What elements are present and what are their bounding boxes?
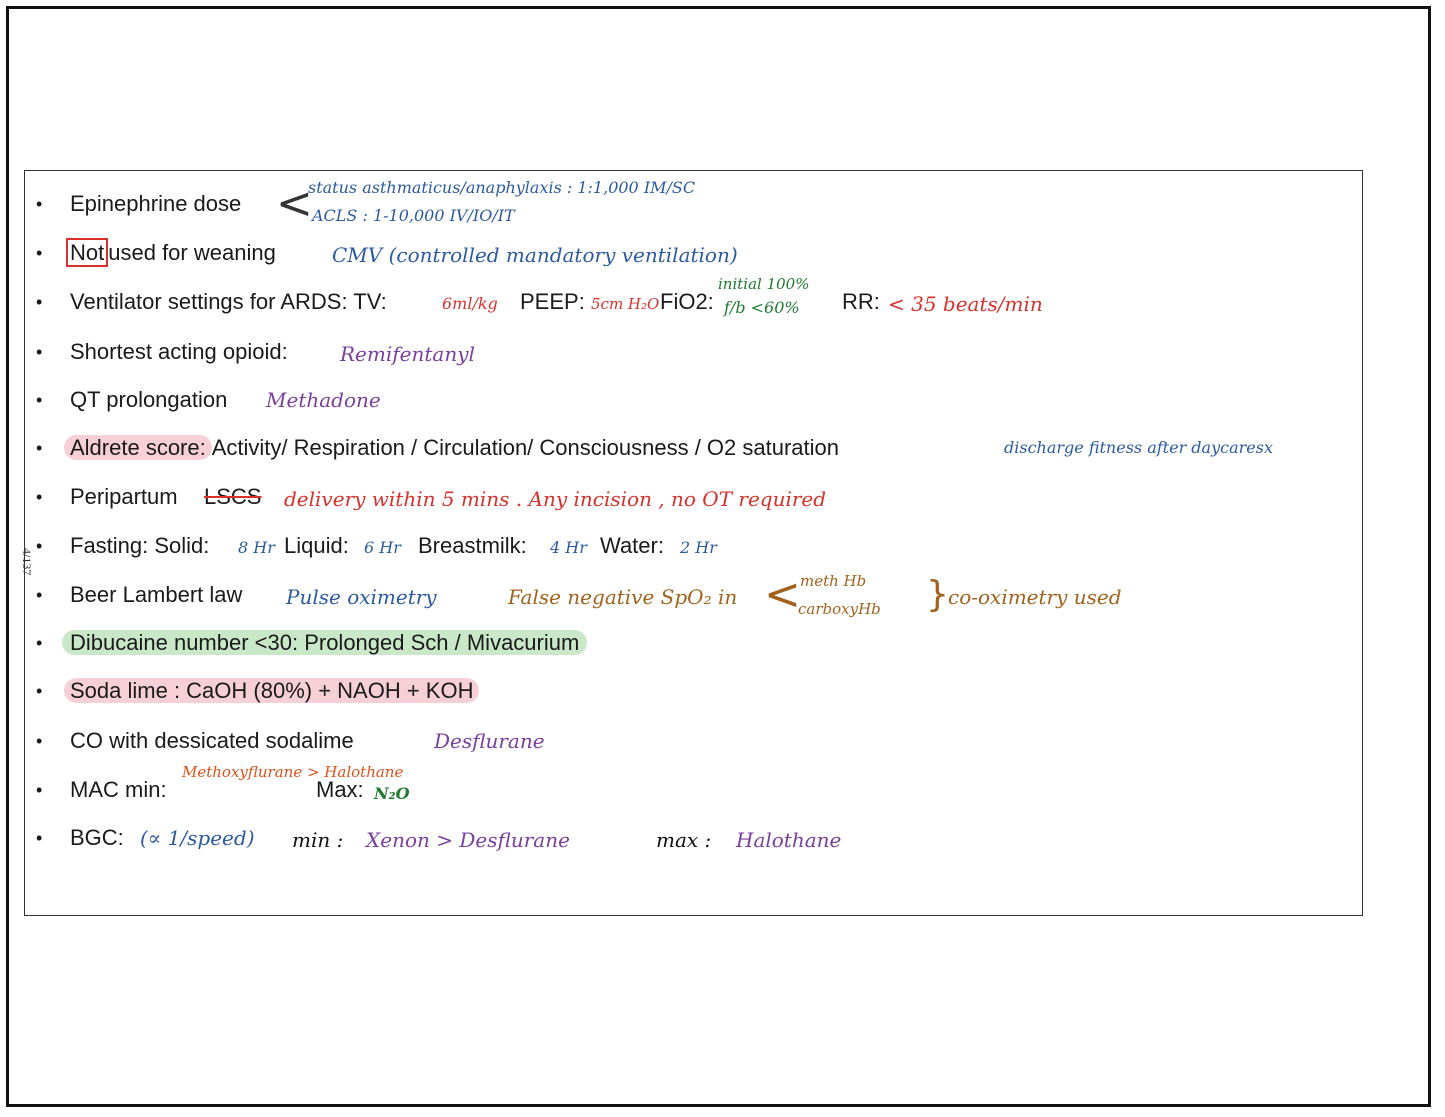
list-item-peripartum (36, 477, 1366, 517)
handwritten-note: 8 Hr (238, 538, 275, 557)
max-label: Max: (316, 777, 364, 802)
breastmilk-label: Breastmilk: (418, 533, 527, 558)
handwritten-note: status asthmaticus/anaphylaxis : 1:1,000 IM/SC (308, 178, 696, 197)
handwritten-note: Remifentanyl (340, 342, 475, 366)
handwritten-note: CMV (controlled mandatory ventilation) (332, 243, 738, 267)
struck-word: LSCS (204, 484, 262, 509)
handwritten-note: < 35 beats/min (888, 292, 1043, 316)
list-item-mac (36, 763, 1366, 810)
list-item-aldrete (36, 428, 1366, 468)
list-item-soda-lime (36, 671, 1366, 711)
bracket-icon: < (764, 569, 801, 620)
item-text (70, 428, 839, 468)
item-label: BGC: (70, 825, 124, 850)
list-item-ventilator (36, 275, 1366, 322)
bullet: • (36, 828, 43, 848)
bullet: • (36, 390, 43, 410)
handwritten-note: N₂O (374, 784, 410, 803)
handwritten-note: 6 Hr (364, 538, 401, 557)
handwritten-note: meth Hb (800, 572, 867, 590)
bullet: • (36, 438, 43, 458)
handwritten-note: delivery within 5 mins . Any incision , no OT required (284, 487, 827, 511)
peep-label: PEEP: (520, 289, 585, 314)
handwritten-note: False negative SpO₂ in (508, 585, 738, 609)
bracket-icon: } (926, 574, 949, 615)
handwritten-note: carboxyHb (798, 600, 881, 618)
boxed-word: Not (66, 238, 108, 267)
list-item-opioid (36, 332, 1366, 372)
handwritten-note: 5cm H₂O (591, 295, 660, 313)
handwritten-note: 4 Hr (550, 538, 587, 557)
item-label: Activity/ Respiration / Circulation/ Consciousness / O2 saturation (211, 435, 840, 460)
bullet: • (36, 292, 43, 312)
list-item-qt (36, 380, 1366, 420)
handwritten-note: discharge fitness after daycaresx (1004, 438, 1273, 457)
handwritten-note: Pulse oximetry (286, 585, 437, 609)
handwritten-note: (∝ 1/speed) (140, 826, 255, 850)
fio2-label: FiO2: (660, 289, 714, 314)
item-text (70, 623, 587, 663)
handwritten-note: min : (292, 828, 344, 852)
liquid-label: Liquid: (284, 533, 349, 558)
handwritten-note: Xenon > Desflurane (366, 828, 570, 852)
list-item-epinephrine (36, 178, 1366, 229)
list-item-dibucaine (36, 623, 1366, 663)
highlighted-term: Aldrete score: (64, 435, 212, 460)
handwritten-note: 2 Hr (680, 538, 717, 557)
bullet: • (36, 536, 43, 556)
bullet: • (36, 243, 43, 263)
list-item-weaning (36, 233, 1366, 273)
handwritten-note: Desflurane (434, 729, 545, 753)
bullet: • (36, 633, 43, 653)
rr-label: RR: (842, 289, 880, 314)
handwritten-note: max : (656, 828, 712, 852)
bullet: • (36, 487, 43, 507)
handwritten-note: ACLS : 1-10,000 IV/IO/IT (312, 206, 515, 225)
handwritten-note: 6ml/kg (442, 294, 498, 313)
bullet: • (36, 731, 43, 751)
item-text (70, 671, 479, 711)
item-label: CO with dessicated sodalime (70, 728, 354, 753)
item-label: QT prolongation (70, 387, 228, 412)
item-text (70, 233, 276, 273)
item-label: Epinephrine dose (70, 191, 242, 216)
highlighted-term: Dibucaine number <30: Prolonged Sch / Mivacurium (62, 630, 587, 655)
list-item-beer-lambert (36, 569, 1366, 620)
bullet: • (36, 342, 43, 362)
handwritten-note: Methadone (266, 388, 381, 412)
handwritten-note: f/b <60% (724, 298, 800, 317)
page-number: 4/137 (20, 548, 34, 576)
handwritten-note: co-oximetry used (948, 585, 1122, 609)
list-item-bgc (36, 818, 1366, 858)
item-label: Peripartum (70, 484, 178, 509)
item-label: Shortest acting opioid: (70, 339, 288, 364)
bullet: • (36, 780, 43, 800)
item-label: MAC min: (70, 777, 167, 802)
item-label: used for weaning (108, 240, 276, 265)
bullet: • (36, 585, 43, 605)
item-label: Fasting: Solid: (70, 533, 210, 558)
highlighted-term: Soda lime : CaOH (80%) + NAOH + KOH (64, 678, 479, 703)
handwritten-note: Halothane (736, 828, 842, 852)
bullet: • (36, 194, 43, 214)
bullet: • (36, 681, 43, 701)
bracket-icon: < (276, 178, 313, 229)
handwritten-note: Methoxyflurane > Halothane (182, 763, 404, 781)
list-item-fasting (36, 526, 1366, 566)
water-label: Water: (600, 533, 664, 558)
handwritten-note: initial 100% (718, 275, 810, 293)
item-label: Ventilator settings for ARDS: TV: (70, 289, 387, 314)
item-label: Beer Lambert law (70, 582, 243, 607)
